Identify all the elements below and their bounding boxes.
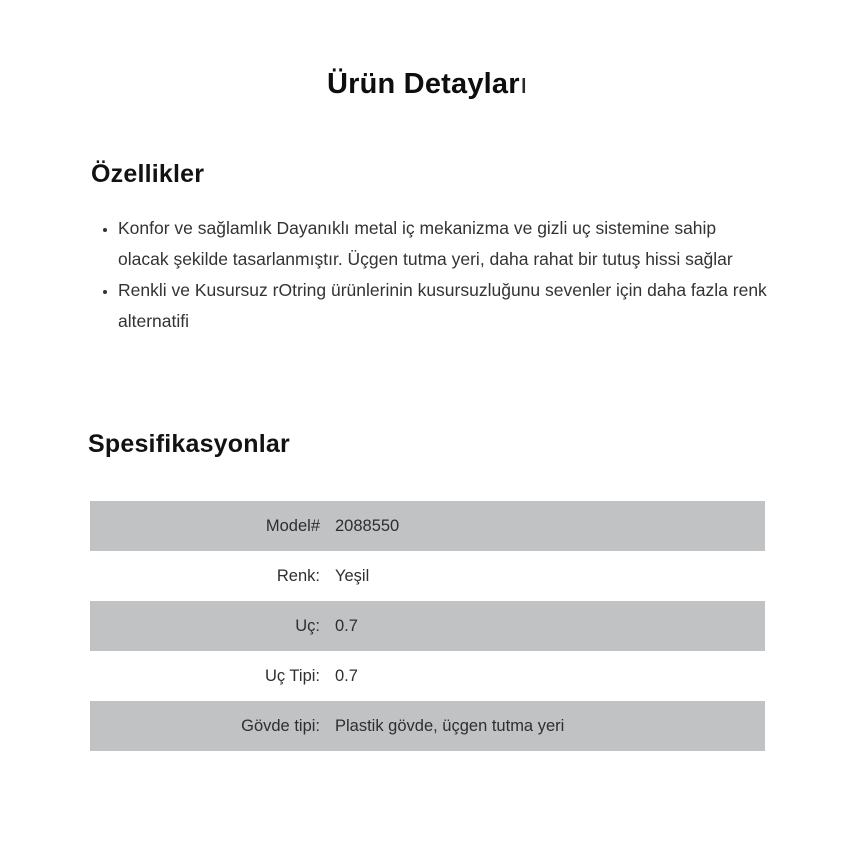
spec-label: Gövde tipi: bbox=[241, 716, 320, 735]
specifications-table bbox=[90, 501, 765, 751]
spec-label: Model# bbox=[265, 516, 320, 535]
spec-value: Plastik gövde, üçgen tutma yeri bbox=[335, 716, 565, 735]
spec-row-model bbox=[90, 501, 765, 551]
page-title bbox=[0, 68, 855, 101]
spec-row-renk bbox=[90, 551, 765, 601]
specifications-heading: Spesifikasyonlar bbox=[88, 430, 290, 458]
spec-label: Renk: bbox=[276, 566, 320, 585]
spec-row-uc-tipi bbox=[90, 651, 765, 701]
spec-row-uc bbox=[90, 601, 765, 651]
spec-row-govde-tipi bbox=[90, 701, 765, 751]
features-list bbox=[99, 213, 770, 337]
feature-item: • Konfor ve sağlamlık Dayanıklı metal iç mekanizma ve gizli uç sistemine sahip olacak şekilde tasarlanmıştır. Üçgen tutma yeri, daha rahat bir tutuş hissi sağlar bbox=[118, 213, 770, 275]
spec-value: 0.7 bbox=[335, 666, 358, 685]
page-title-tail: ı bbox=[519, 68, 529, 100]
spec-value: 0.7 bbox=[335, 616, 358, 635]
spec-label: Uç: bbox=[295, 616, 320, 635]
spec-value: 2088550 bbox=[335, 516, 400, 535]
page-title-bold: Ürün Detaylar bbox=[326, 68, 520, 100]
feature-item: • Renkli ve Kusursuz rOtring ürünlerinin kusursuzluğunu sevenler için daha fazla renk alternatifi bbox=[118, 275, 770, 337]
spec-value: Yeşil bbox=[335, 566, 370, 585]
spec-label: Uç Tipi: bbox=[264, 666, 320, 685]
features-heading: Özellikler bbox=[91, 160, 205, 188]
